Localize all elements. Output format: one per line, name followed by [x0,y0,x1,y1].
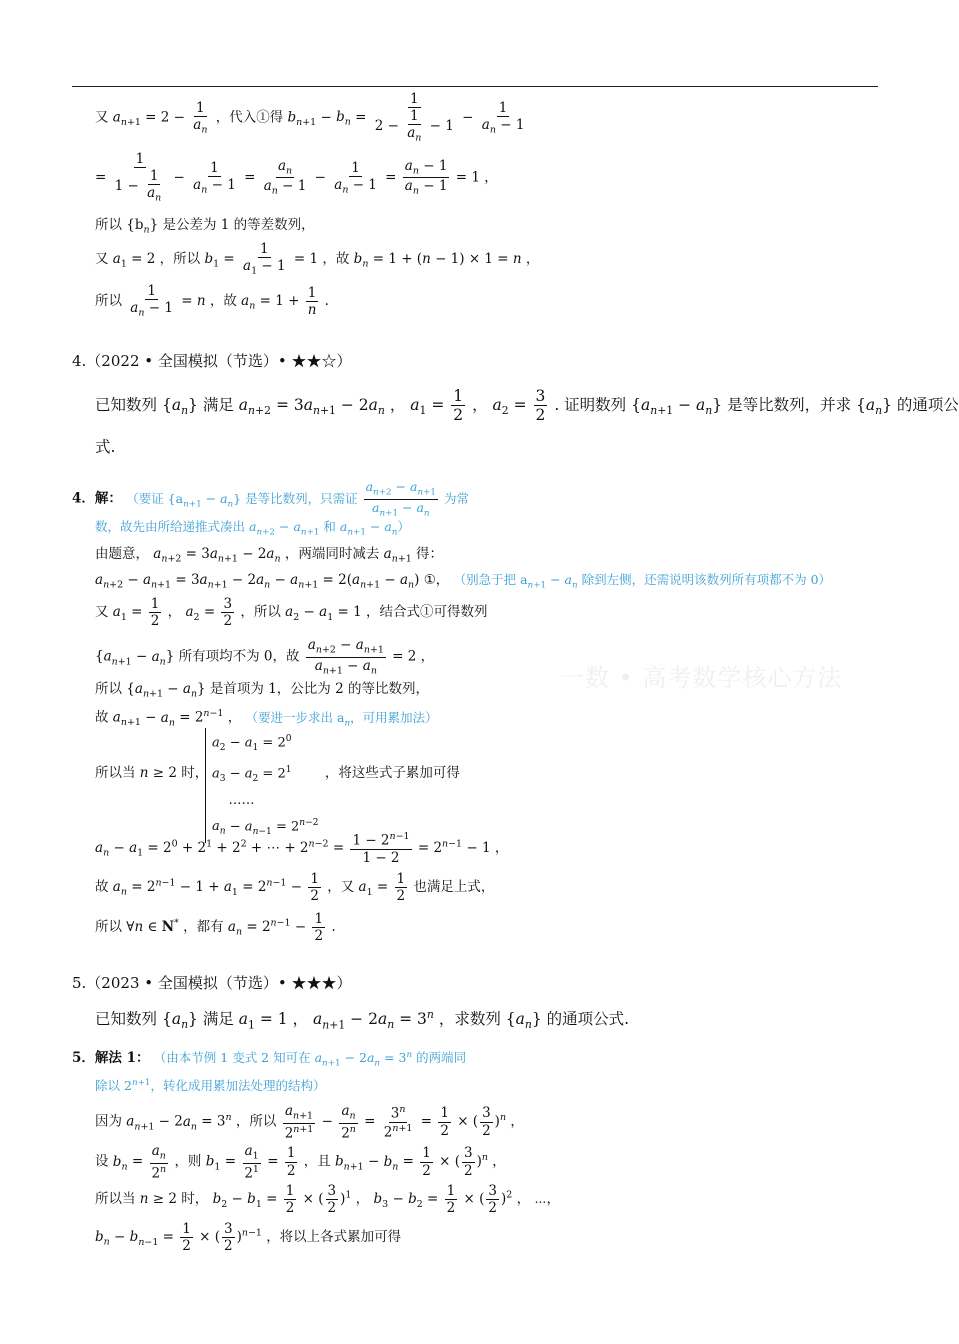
problem-4-statement-end: 式. [95,438,116,456]
p4-step-3: 又 $a_1$ = $\frac{1}{2}$ ， $a_2$ = $\frac{3}{2}$ ，所以 $a_2 - a_1 = 1$ ，结合式①可得数列 [95,596,488,630]
p4-step-7: 所以当 n ≥ 2 时， ，将这些式子累加可得 [95,765,460,781]
problem-4-solution-hint: 4．解： （要证 $\{a_{n+1} - a_n\}$ 是等比数列，只需证 $\frac{a_{n+2} - a_{n+1}}{a_{n+1} - a_n}$ 为常 [72,479,469,519]
problem-5-heading: 5.（2023 • 全国模拟（节选）• ★★★） [72,974,352,992]
p4-step-5: 所以 $\{a_{n+1} - a_n\}$ 是首项为 1，公比为 2 的等比数列， [95,681,429,700]
p4-step-10: 所以 ∀n ∈ N* ，都有 $a_n = 2^{n-1}$ − $\frac{1}{2}$ . [95,911,336,945]
p4-equation-system: $a_2 - a_1 = 2^0$ $a_3 - a_2 = 2^1$ …… $a_n - a_{n-1} = 2^{n-2}$ [205,728,319,843]
p5-step-4: $b_n - b_{n-1}$ = $\frac{1}{2}$ × ( $\frac{3}{2}$ )$^{n-1}$ ，将以上各式累加可得 [95,1221,402,1255]
p4-step-8: $a_n - a_1 = 2^0 + 2^1 + 2^2$ + ⋯ + $2^{n-2}$ = $\frac{1 - 2^{n-1}}{1 - 2}$ = $2^{n-1} - 1$ ， [95,831,509,866]
p4-step-4: $\{a_{n+1} - a_n\}$ 所有项均不为 0，故 $\frac{a_{n+2} - a_{n+1}}{a_{n+1} - a_n}$ = 2 ， [95,637,435,677]
problem-5-statement: 已知数列 $\{a_n\}$ 满足 $a_1 = 1$ ， $a_{n+1} - 2a_n = 3^n$ ，求数列 $\{a_n\}$ 的通项公式. [95,1008,630,1032]
p4-step-2: $a_{n+2} - a_{n+1} = 3a_{n+1} - 2a_n - a_{n+1} = 2(a_{n+1} - a_n)$ ①， （别急于把 $a_{n+1} - a_n$ 除到左侧，还需说明该数列所有项都不为 0） [95,572,832,591]
prev-line-4: 又 $a_1 = 2$ ，所以 $b_1$ = $\frac{1}{a_1 - 1}$ = 1 ，故 $b_n = 1 + (n - 1) \times 1 = n$ ， [95,241,540,277]
problem-5-solution-hint: 5．解法 1： （由本节例 1 变式 2 知可在 $a_{n+1} - 2a_n = 3^n$ 的两端同 [72,1049,467,1069]
problem-4-hint-2: 数，故先由所给递推式凑出 $a_{n+2} - a_{n+1}$ 和 $a_{n+1} - a_n$） [95,519,410,538]
prev-line-2: = 1 1 − $\frac{1}{a_n}$ − $\frac{1}{a_n - 1}$ = $\frac{a_n}{a_n - 1}$ − $\frac{1}{a_n - 1}$ = $\frac{a_n - 1}{a_n - 1}$ = 1 ， [95,151,498,205]
p5-step-2: 设 $b_n$ = $\frac{a_n}{2^n}$ ，则 $b_1$ = $\frac{a_1}{2^1}$ = $\frac{1}{2}$ ，且 $b_{n+1} - b_n$ = $\frac{1}{2}$ × ( $\frac{3}{2}$ )$^n$ ， [95,1143,506,1182]
p4-step-9: 故 $a_n = 2^{n-1} - 1 + a_1 = 2^{n-1}$ − $\frac{1}{2}$ ，又 $a_1$ = $\frac{1}{2}$ 也满足上式， [95,871,495,905]
prev-line-1: 又 $a_{n+1} = 2$ − $\frac{1}{a_n}$ ，代入①得 $b_{n+1} - b_n$ = 1 2 − $\frac{1}{a_n}$ − 1 − $\frac{1}{a_n - 1}$ [95,91,525,145]
p4-step-1: 由题意， $a_{n+2} = 3a_{n+1} - 2a_n$ ，两端同时减去 $a_{n+1}$ 得： [95,546,444,565]
p4-step-6: 故 $a_{n+1} - a_n = 2^{n-1}$ ， （要进一步求出 $a_n$，可用累加法） [95,708,438,729]
p5-step-1: 因为 $a_{n+1} - 2a_n = 3^n$ ，所以 $\frac{a_{n+1}}{2^{n+1}}$ − $\frac{a_n}{2^n}$ = $\frac{3^n}{2^{n+1}}$ = $\frac{1}{2}$ × ( $\frac{3}{2}$ )$^n$ ， [95,1103,524,1142]
problem-5-hint-2: 除以 $2^{n+1}$，转化成用累加法处理的结构） [95,1078,326,1094]
prev-line-3: 所以 $\{b_n\}$ 是公差为 1 的等差数列， [95,217,315,236]
watermark: 一数 • 高考数学核心方法 [560,664,843,692]
p5-step-3: 所以当 n ≥ 2 时， $b_2 - b_1$ = $\frac{1}{2}$ × ( $\frac{3}{2}$ )$^1$ ， $b_3 - b_2$ = $\frac{1}{2}$ × ( $\frac{3}{2}$ )$^2$ ， ⋯， [95,1183,561,1217]
problem-4-statement: 已知数列 $\{a_n\}$ 满足 $a_{n+2} = 3a_{n+1} - 2a_n$ ， $a_1$ = $\frac{1}{2}$ ， $a_2$ = $\frac{3}{2}$ . 证明数列 $\{a_{n+1} - a_n\}$ 是等比数列，并求 $\{a_n\}$ 的通项公 [95,387,959,425]
problem-4-heading: 4.（2022 • 全国模拟（节选）• ★★☆） [72,352,352,370]
header-rule [72,86,878,87]
prev-line-5: 所以 $\frac{1}{a_n - 1}$ = n ，故 $a_n = 1$ + $\frac{1}{n}$ . [95,283,329,319]
